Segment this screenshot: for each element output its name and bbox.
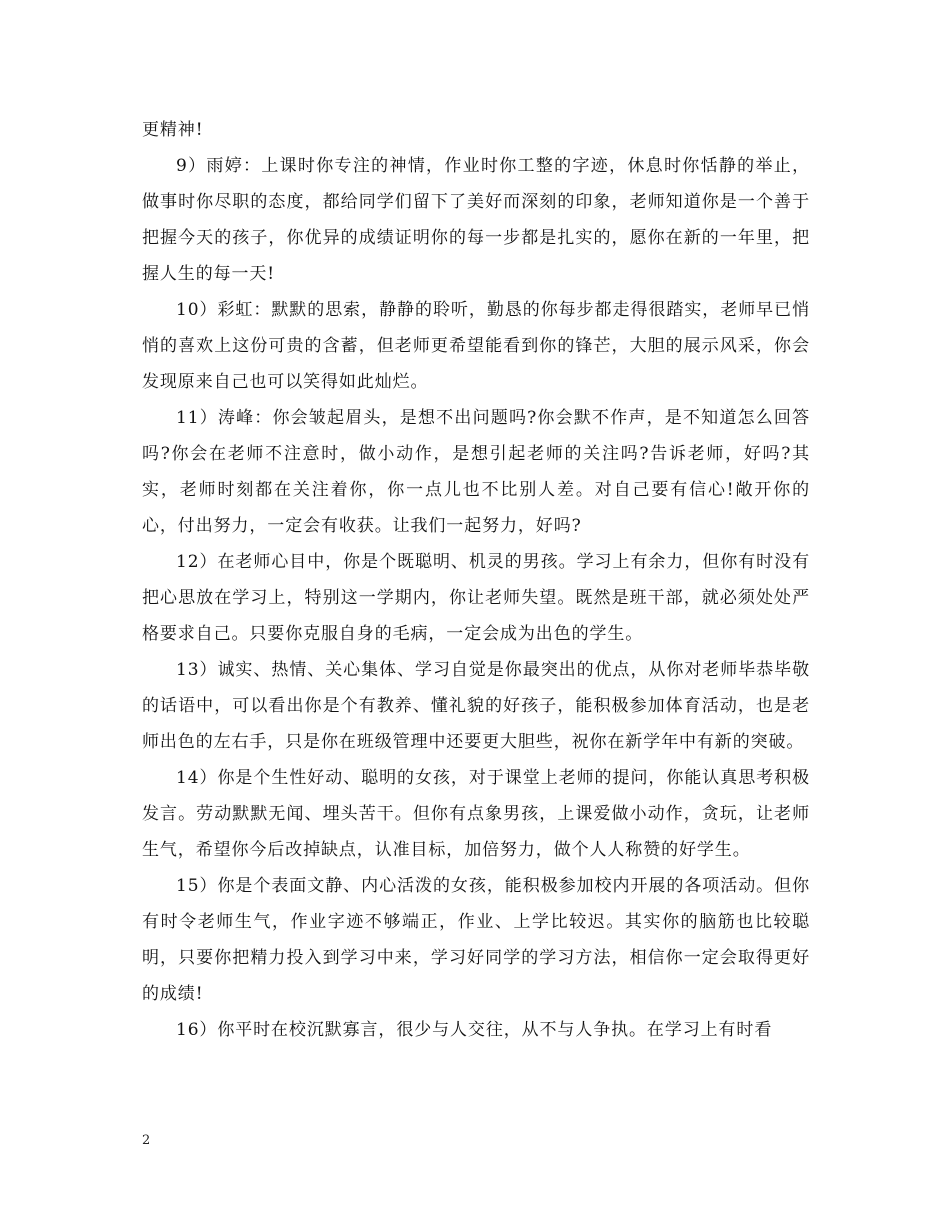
- paragraph-item-15: 15）你是个表面文静、内心活泼的女孩，能积极参加校内开展的各项活动。但你有时令老师生气，作业字迹不够端正，作业、上学比较迟。其实你的脑筋也比较聪明，只要你把精力投入到学习中来，学习好同学的学习方法，相信你一定会取得更好的成绩!: [142, 876, 810, 1004]
- paragraph-item-14: 14）你是个生性好动、聪明的女孩，对于课堂上老师的提问，你能认真思考积极发言。劳动默默无闻、埋头苦干。但你有点象男孩，上课爱做小动作，贪玩，让老师生气，希望你今后改掉缺点，认准目标，加倍努力，做个人人称赞的好学生。: [142, 768, 810, 860]
- paragraph-item-11: 11）涛峰：你会皱起眉头，是想不出问题吗?你会默不作声，是不知道怎么回答吗?你会在老师不注意时，做小动作，是想引起老师的关注吗?告诉老师，好吗?其实，老师时刻都在关注着你，你一点儿也不比别人差。对自己要有信心!敞开你的心，付出努力，一定会有收获。让我们一起努力，好吗?: [142, 408, 810, 536]
- paragraph-item-13: 13）诚实、热情、关心集体、学习自觉是你最突出的优点，从你对老师毕恭毕敬的话语中，可以看出你是个有教养、懂礼貌的好孩子，能积极参加体育活动，也是老师出色的左右手，只是你在班级管理中还要更大胆些，祝你在新学年中有新的突破。: [142, 660, 810, 752]
- paragraph-item-16: 16）你平时在校沉默寡言，很少与人交往，从不与人争执。在学习上有时看: [176, 1020, 773, 1040]
- paragraph-item-10: 10）彩虹：默默的思索，静静的聆听，勤恳的你每步都走得很踏实，老师早已悄悄的喜欢上这份可贵的含蓄，但老师更希望能看到你的锋芒，大胆的展示风采，你会发现原来自己也可以笑得如此灿烂。: [142, 300, 810, 392]
- paragraph-continuation: 更精神!: [142, 120, 204, 140]
- paragraph-item-9: 9）雨婷：上课时你专注的神情，作业时你工整的字迹，休息时你恬静的举止，做事时你尽职的态度，都给同学们留下了美好而深刻的印象，老师知道你是一个善于把握今天的孩子，你优异的成绩证明你的每一步都是扎实的，愿你在新的一年里，把握人生的每一天!: [142, 156, 810, 284]
- document-body: [142, 112, 810, 1048]
- page-number: 2: [142, 1133, 151, 1148]
- paragraph-item-12: 12）在老师心目中，你是个既聪明、机灵的男孩。学习上有余力，但你有时没有把心思放在学习上，特别这一学期内，你让老师失望。既然是班干部，就必须处处严格要求自己。只要你克服自身的毛病，一定会成为出色的学生。: [142, 552, 810, 644]
